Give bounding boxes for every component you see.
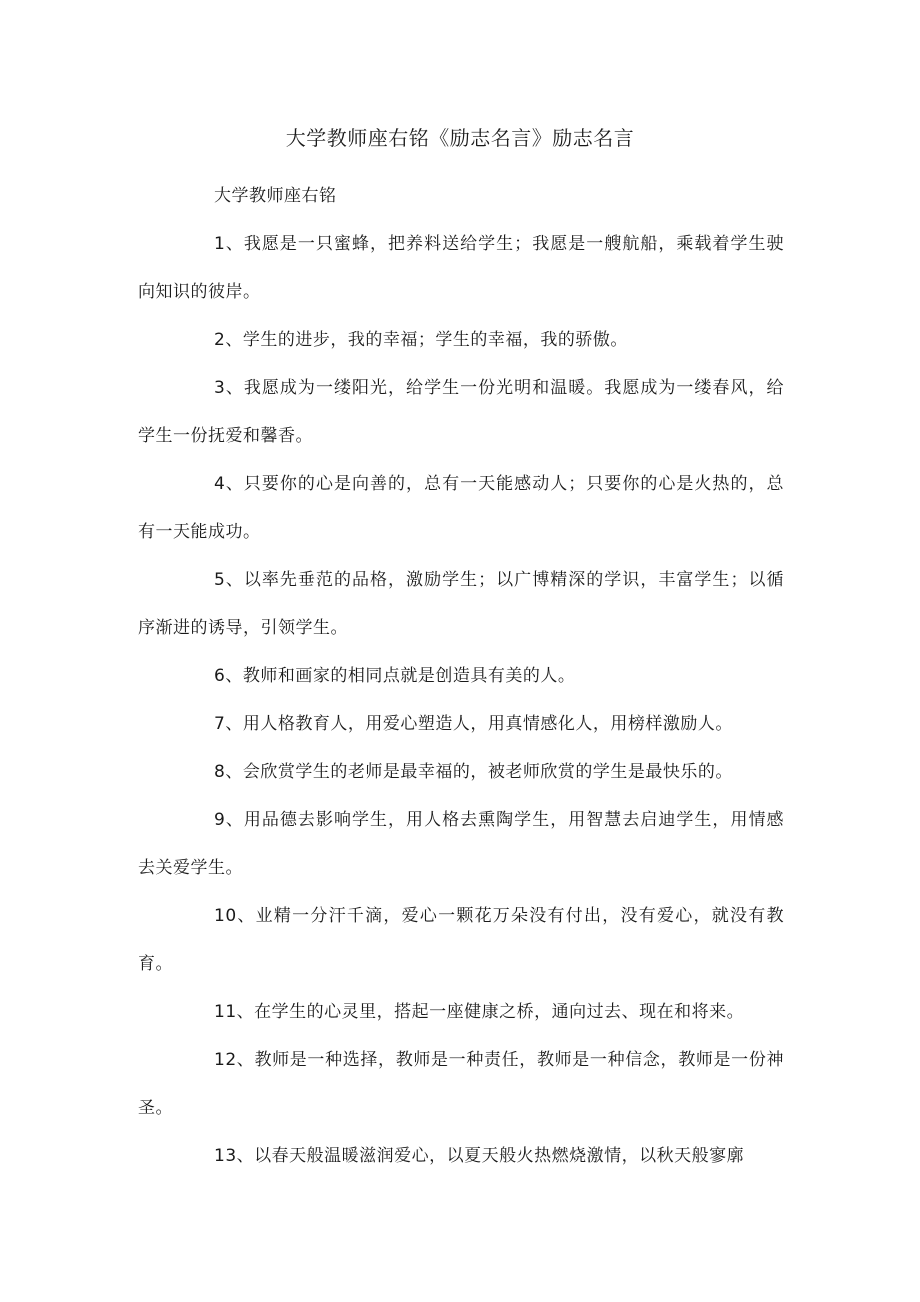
motto-item-11: 11、在学生的心灵里，搭起一座健康之桥，通向过去、现在和将来。: [214, 1002, 745, 1022]
motto-item-6: 6、教师和画家的相同点就是创造具有美的人。: [214, 666, 576, 686]
motto-item-13: 13、以春天般温暖滋润爱心，以夏天般火热燃烧激情，以秋天般寥廓: [214, 1146, 745, 1166]
document-subtitle: 大学教师座右铭: [214, 186, 337, 206]
document-body: [138, 172, 784, 1180]
motto-item-9: 9、用品德去影响学生，用人格去熏陶学生，用智慧去启迪学生，用情感去关爱学生。: [138, 810, 784, 878]
motto-item-12: 12、教师是一种选择，教师是一种责任，教师是一种信念，教师是一份神圣。: [138, 1050, 784, 1118]
motto-item-10: 10、业精一分汗千滴，爱心一颗花万朵没有付出，没有爱心，就没有教育。: [138, 906, 784, 974]
motto-item-5: 5、以率先垂范的品格，激励学生；以广博精深的学识，丰富学生；以循序渐进的诱导，引领学生。: [138, 570, 784, 638]
motto-item-3: 3、我愿成为一缕阳光，给学生一份光明和温暖。我愿成为一缕春风，给学生一份抚爱和馨香。: [138, 378, 784, 446]
motto-item-1: 1、我愿是一只蜜蜂，把养料送给学生；我愿是一艘航船，乘载着学生驶向知识的彼岸。: [138, 234, 784, 302]
motto-item-4: 4、只要你的心是向善的，总有一天能感动人；只要你的心是火热的，总有一天能成功。: [138, 474, 784, 542]
motto-item-2: 2、学生的进步，我的幸福；学生的幸福，我的骄傲。: [214, 330, 628, 350]
document-title: 大学教师座右铭《励志名言》励志名言: [285, 126, 635, 150]
motto-item-8: 8、会欣赏学生的老师是最幸福的，被老师欣赏的学生是最快乐的。: [214, 762, 733, 782]
motto-item-7: 7、用人格教育人，用爱心塑造人，用真情感化人，用榜样激励人。: [214, 714, 733, 734]
